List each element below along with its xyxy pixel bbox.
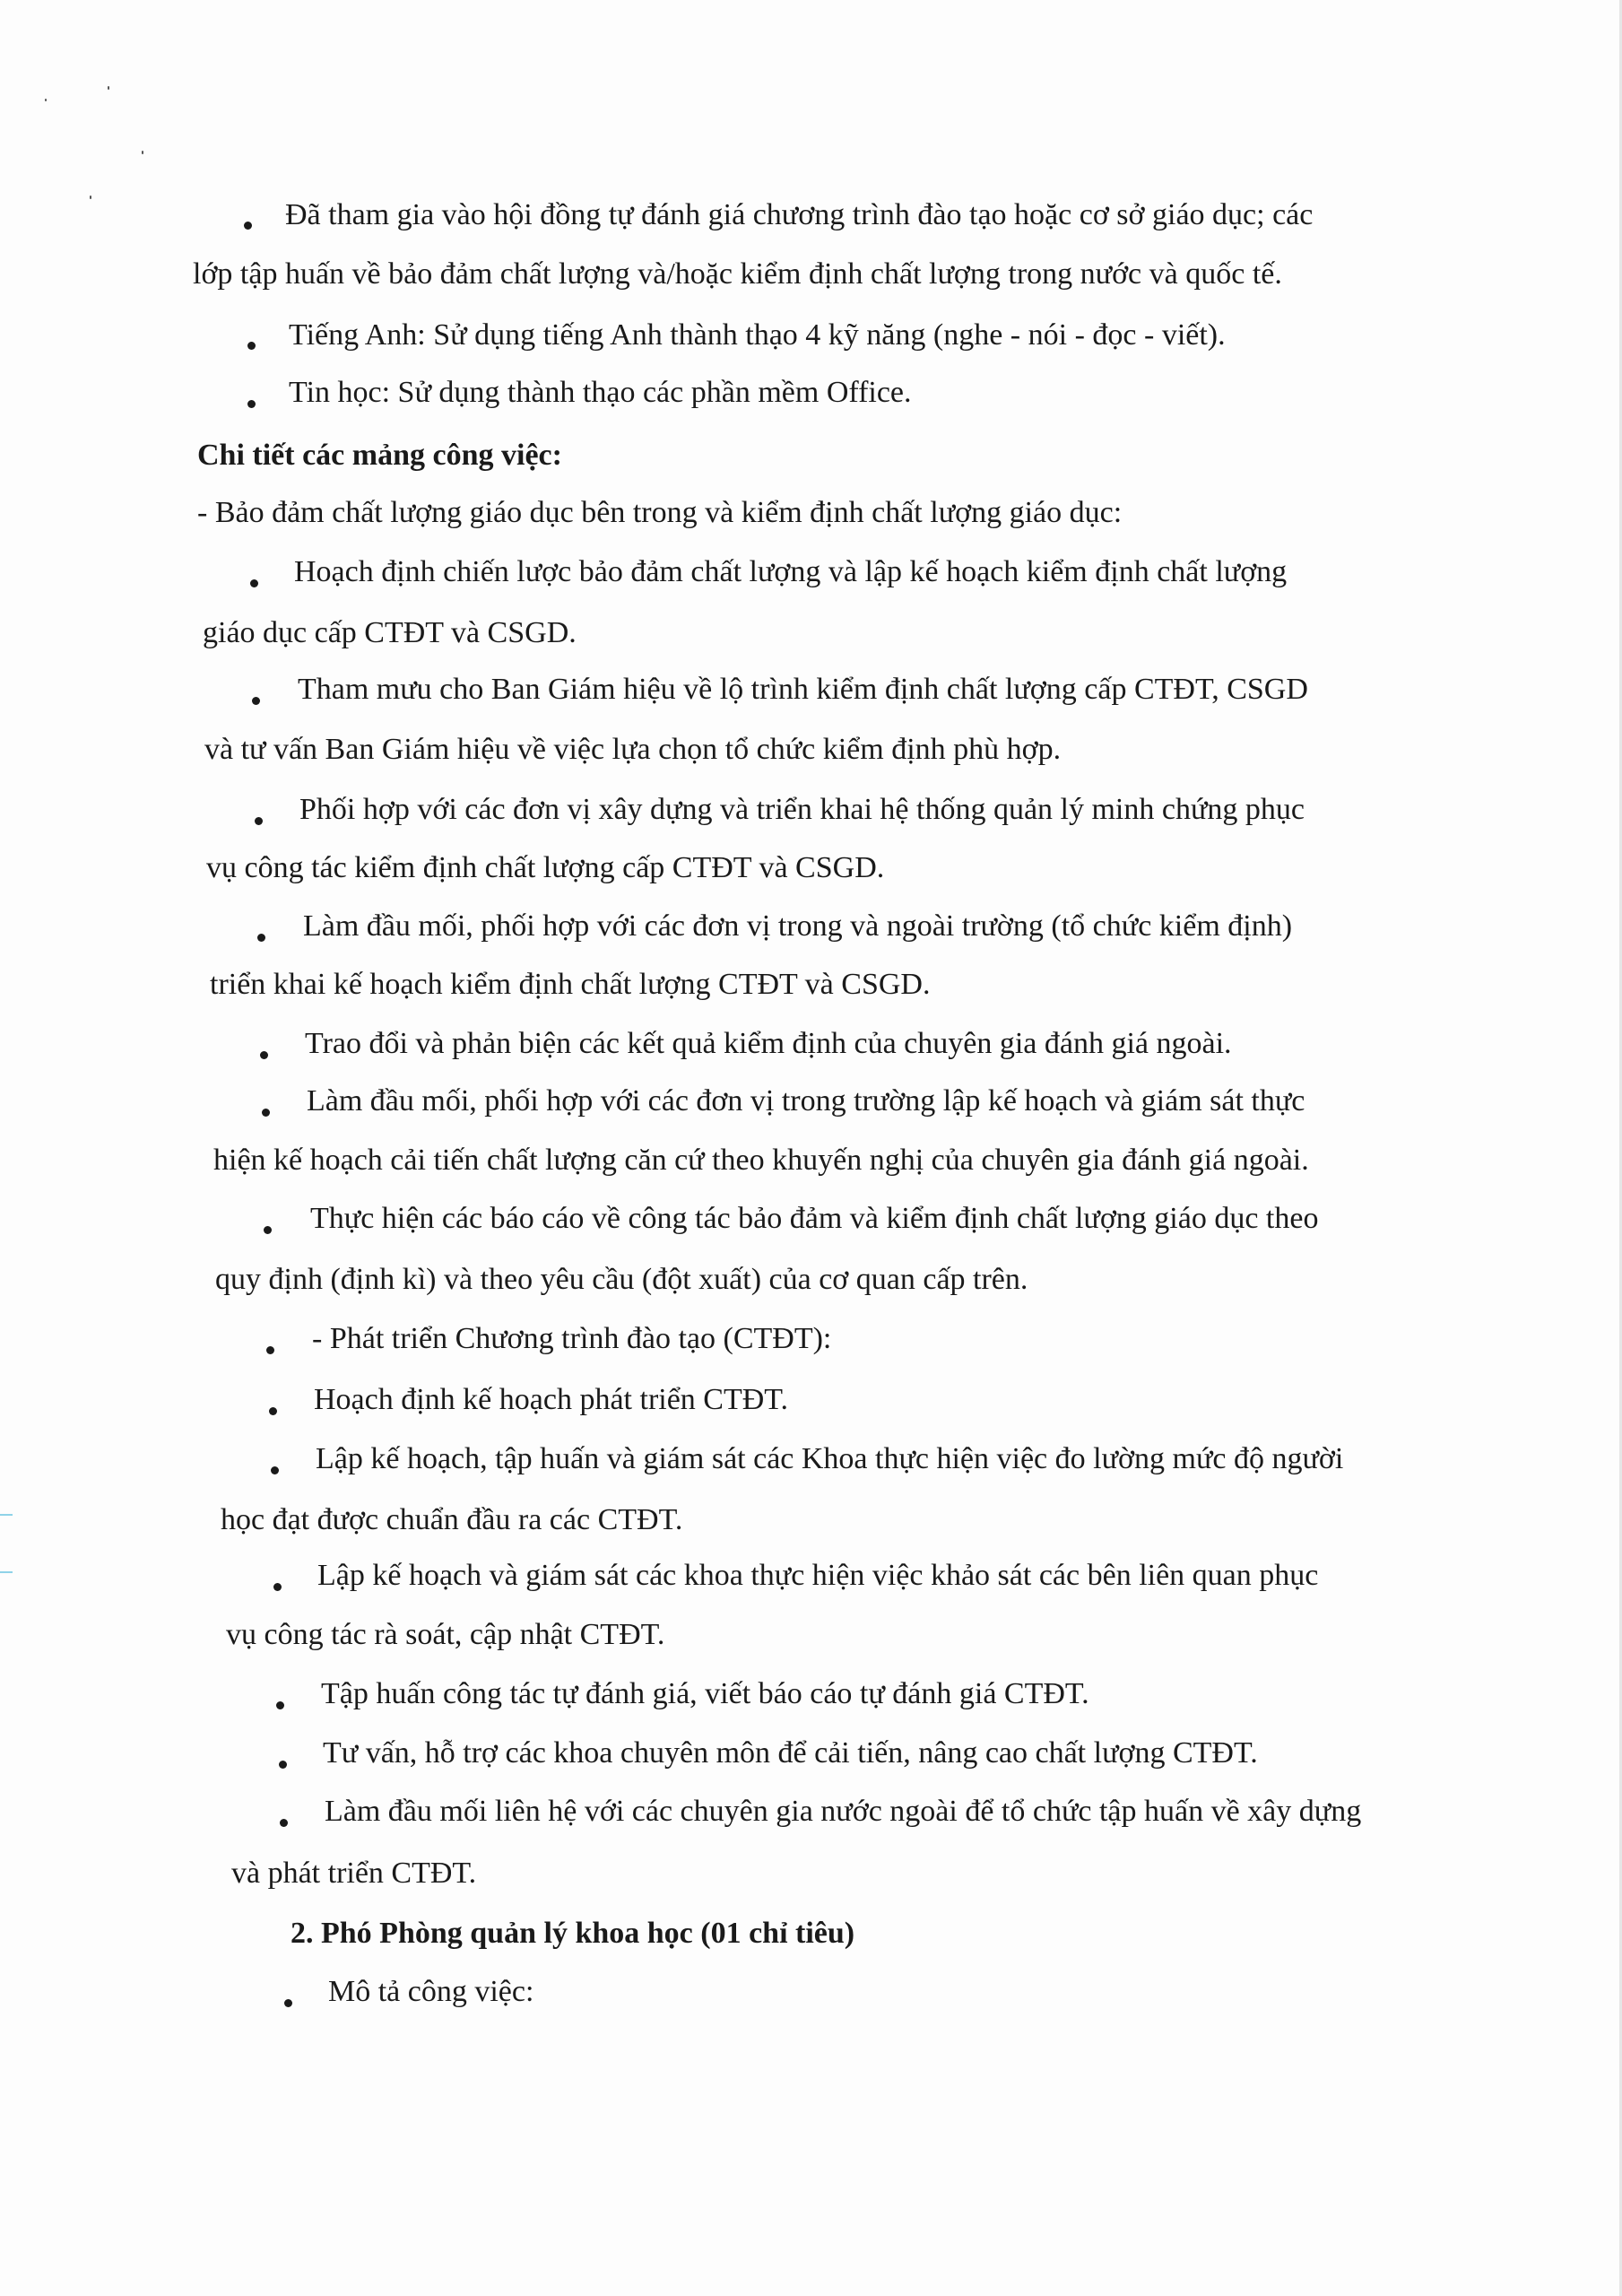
bullet-icon [257,934,265,942]
text-line: - Bảo đảm chất lượng giáo dục bên trong và kiểm định chất lượng giáo dục: [197,496,1123,529]
text-line: lớp tập huấn về bảo đảm chất lượng và/hoặc kiểm định chất lượng trong nước và quốc tế. [193,257,1282,291]
text-line: Trao đổi và phản biện các kết quả kiểm định của chuyên gia đánh giá ngoài. [305,1027,1232,1060]
text-line: Làm đầu mối liên hệ với các chuyên gia nước ngoài để tổ chức tập huấn về xây dựng [325,1795,1362,1828]
text-line: triển khai kế hoạch kiểm định chất lượng CTĐT và CSGD. [210,968,931,1001]
bullet-icon [280,1819,288,1827]
text-line: Hoạch định chiến lược bảo đảm chất lượng và lập kế hoạch kiểm định chất lượng [294,555,1288,588]
text-line: Mô tả công việc: [328,1975,534,2008]
text-line: Lập kế hoạch và giám sát các khoa thực hiện việc khảo sát các bên liên quan phục [317,1559,1319,1592]
scan-speck [45,99,47,101]
scan-speck [108,86,109,90]
text-line: Tiếng Anh: Sử dụng tiếng Anh thành thạo 4 kỹ năng (nghe - nói - đọc - viết). [289,318,1226,352]
text-line: và phát triển CTĐT. [231,1857,477,1890]
text-line: Tham mưu cho Ban Giám hiệu về lộ trình kiểm định chất lượng cấp CTĐT, CSGD [298,673,1308,706]
bullet-icon [260,1051,268,1059]
text-line: giáo dục cấp CTĐT và CSGD. [203,616,577,649]
text-line: - Phát triển Chương trình đào tạo (CTĐT): [312,1322,832,1355]
bullet-icon [247,342,256,350]
bullet-icon [273,1583,282,1591]
bullet-icon [252,697,260,705]
text-line: Thực hiện các báo cáo về công tác bảo đảm và kiểm định chất lượng giáo dục theo [310,1202,1319,1235]
bullet-icon [244,222,252,230]
scan-margin-mark [0,1514,13,1573]
text-line: quy định (định kì) và theo yêu cầu (đột xuất) của cơ quan cấp trên. [215,1263,1028,1296]
text-line: Tư vấn, hỗ trợ các khoa chuyên môn để cải tiến, nâng cao chất lượng CTĐT. [323,1736,1258,1770]
bullet-icon [269,1407,277,1415]
bullet-icon [262,1109,270,1117]
bullet-icon [255,817,263,825]
text-line: Hoạch định kế hoạch phát triển CTĐT. [314,1383,789,1416]
text-line: học đạt được chuẩn đầu ra các CTĐT. [221,1503,683,1536]
bullet-icon [266,1346,274,1354]
bullet-icon [264,1226,272,1234]
bullet-icon [279,1761,287,1769]
scan-speck [142,151,143,154]
bullet-icon [284,1999,292,2007]
bullet-icon [250,579,258,587]
text-line: Tập huấn công tác tự đánh giá, viết báo cáo tự đánh giá CTĐT. [321,1677,1089,1710]
text-line: và tư vấn Ban Giám hiệu về việc lựa chọn tổ chức kiểm định phù hợp. [204,733,1062,766]
section-heading: 2. Phó Phòng quản lý khoa học (01 chỉ tiêu) [291,1917,855,1950]
text-line: Làm đầu mối, phối hợp với các đơn vị trong và ngoài trường (tổ chức kiểm định) [303,909,1293,943]
text-line: Đã tham gia vào hội đồng tự đánh giá chương trình đào tạo hoặc cơ sở giáo dục; các [285,198,1314,231]
section-heading: Chi tiết các mảng công việc: [197,439,562,472]
text-line: Lập kế hoạch, tập huấn và giám sát các Khoa thực hiện việc đo lường mức độ người [316,1442,1344,1475]
scan-speck [90,196,91,199]
text-line: vụ công tác kiểm định chất lượng cấp CTĐT và CSGD. [206,851,885,884]
text-line: hiện kế hoạch cải tiến chất lượng căn cứ theo khuyến nghị của chuyên gia đánh giá ngoài. [213,1144,1309,1177]
text-line: vụ công tác rà soát, cập nhật CTĐT. [226,1618,665,1651]
text-line: Tin học: Sử dụng thành thạo các phần mềm Office. [289,376,912,409]
bullet-icon [247,400,256,408]
text-line: Làm đầu mối, phối hợp với các đơn vị trong trường lập kế hoạch và giám sát thực [307,1084,1305,1118]
bullet-icon [276,1701,284,1709]
text-line: Phối hợp với các đơn vị xây dựng và triển khai hệ thống quản lý minh chứng phục [299,793,1305,826]
bullet-icon [271,1466,279,1474]
